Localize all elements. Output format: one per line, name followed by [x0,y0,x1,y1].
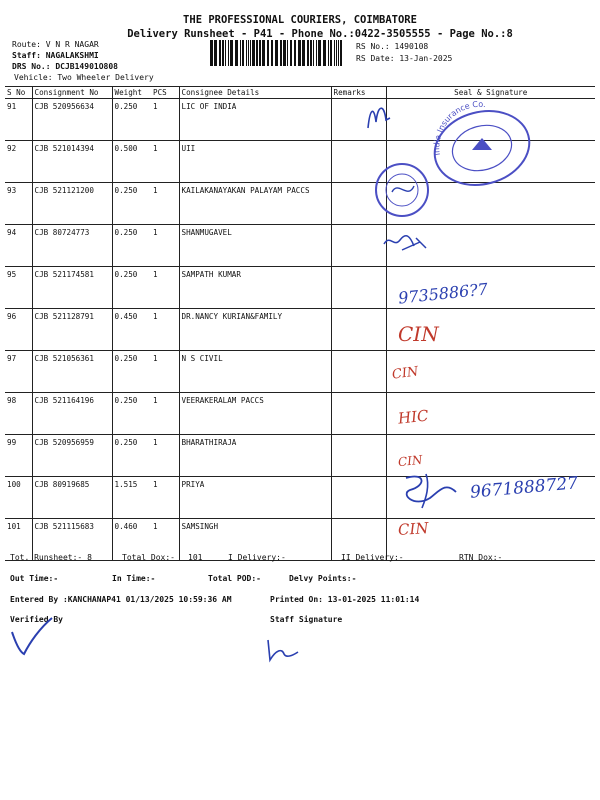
staff-signature-mark [262,636,302,664]
cell-consignment-no: CJB 521056361 [32,351,112,393]
cell-sno: 100 [5,477,32,519]
cell-weight: 0.250 [112,225,151,267]
table-row [5,393,595,435]
ii-delivery-label: II Delivery:- [341,553,404,562]
cell-weight: 0.450 [112,309,151,351]
cell-sno: 101 [5,519,32,561]
total-runsheet: Tot. Runsheet:- 8 [10,553,92,562]
column-header-sno: S No [5,87,32,99]
cell-consignee: SHANMUGAVEL [179,225,331,267]
total-pod-label: Total POD:- [208,574,261,583]
cell-weight: 1.515 [112,477,151,519]
delivery-points-label: Delvy Points:- [289,574,357,583]
cell-sno: 92 [5,141,32,183]
handwritten-mark-98: HIC [397,406,430,428]
column-header-weight: Weight [112,87,151,99]
cell-sno: 97 [5,351,32,393]
cell-consignee: PRIYA [179,477,331,519]
cell-consignee: LIC OF INDIA [179,99,331,141]
table-header-row [5,87,595,99]
handwritten-mark-97: CIN [391,364,420,383]
cell-consignment-no: CJB 521115683 [32,519,112,561]
total-dox-value: 101 [188,553,203,562]
rs-date: RS Date: 13-Jan-2025 [356,54,453,63]
cell-pcs: 1 [151,183,179,225]
cell-weight: 0.250 [112,183,151,225]
cell-consignment-no: CJB 521164196 [32,393,112,435]
cell-sno: 98 [5,393,32,435]
round-seal [368,160,438,220]
table-row [5,267,595,309]
cell-remarks [331,225,386,267]
cell-consignee: VEERAKERALAM PACCS [179,393,331,435]
company-title: THE PROFESSIONAL COURIERS, COIMBATORE [183,14,417,26]
cell-consignment-no: CJB 520956959 [32,435,112,477]
table-row [5,351,595,393]
total-dox-label: Total Dox:- [122,553,175,562]
table-row [5,309,595,351]
handwritten-phone-100: 9671888727 [469,473,579,503]
signature-row-94 [380,228,440,258]
handwritten-phone-95: 9735886?7 [397,279,489,308]
cell-sno: 95 [5,267,32,309]
handwritten-mark-99: CIN [397,452,424,470]
cell-weight: 0.250 [112,267,151,309]
cell-consignment-no: CJB 80919685 [32,477,112,519]
cell-sno: 91 [5,99,32,141]
cell-consignee: BHARATHIRAJA [179,435,331,477]
staff-signature-label: Staff Signature [270,615,343,624]
route-label: Route: V N R NAGAR [12,40,99,49]
i-delivery-label: I Delivery:- [228,553,286,562]
column-header-consignee: Consignee Details [179,87,331,99]
vehicle-label: Vehicle: Two Wheeler Delivery [14,73,154,82]
cell-pcs: 1 [151,99,179,141]
cell-sno: 94 [5,225,32,267]
cell-consignment-no: CJB 521014394 [32,141,112,183]
cell-weight: 0.460 [112,519,151,561]
out-time-label: Out Time:- [10,574,59,583]
cell-remarks [331,477,386,519]
cell-weight: 0.250 [112,435,151,477]
entered-by: Entered By :KANCHANAP41 01/13/2025 10:59:36 AM [10,595,232,604]
stamp-text: India Insurance Co. [432,100,487,157]
cell-weight: 0.250 [112,393,151,435]
signature-row-100 [396,468,460,512]
runsheet-subtitle: Delivery Runsheet - P41 - Phone No.:0422-3505555 - Page No.:8 [127,28,513,40]
column-header-consignment: Consignment No [32,87,112,99]
cell-pcs: 1 [151,309,179,351]
cell-sno: 99 [5,435,32,477]
cell-pcs: 1 [151,351,179,393]
handwritten-mark-101: CIN [397,518,430,540]
cell-consignee: KAILAKANAYAKAN PALAYAM PACCS [179,183,331,225]
cell-pcs: 1 [151,393,179,435]
cell-remarks [331,393,386,435]
cell-sno: 96 [5,309,32,351]
table-row [5,435,595,477]
cell-pcs: 1 [151,519,179,561]
cell-remarks [331,267,386,309]
cell-consignee: N S CIVIL [179,351,331,393]
cell-consignee: UII [179,141,331,183]
column-header-seal-signature: Seal & Signature [386,87,595,99]
column-header-remarks: Remarks [331,87,386,99]
signature-row-91 [360,98,420,138]
cell-consignment-no: CJB 520956634 [32,99,112,141]
cell-consignment-no: CJB 521128791 [32,309,112,351]
cell-consignment-no: CJB 80724773 [32,225,112,267]
cell-pcs: 1 [151,477,179,519]
cell-consignee: DR.NANCY KURIAN&FAMILY [179,309,331,351]
cell-remarks [331,435,386,477]
cell-consignment-no: CJB 521174581 [32,267,112,309]
table-row [5,519,595,561]
cell-consignee: SAMSINGH [179,519,331,561]
column-header-pcs: PCS [151,87,179,99]
verified-tick-mark [6,616,56,660]
cell-remarks [331,309,386,351]
handwritten-mark-96: CIN [398,322,439,346]
table-row [5,225,595,267]
cell-pcs: 1 [151,435,179,477]
cell-pcs: 1 [151,267,179,309]
rtn-dox-label: RTN Dox:- [459,553,503,562]
drs-number: DRS No.: DCJB14901O808 [12,62,118,71]
cell-consignee: SAMPATH KUMAR [179,267,331,309]
cell-consignment-no: CJB 521121200 [32,183,112,225]
printed-on: Printed On: 13-01-2025 11:01:14 [270,595,420,604]
cell-weight: 0.500 [112,141,151,183]
cell-remarks [331,351,386,393]
insurance-stamp [420,100,540,190]
barcode-image [210,40,342,66]
cell-pcs: 1 [151,225,179,267]
rs-number: RS No.: 1490108 [356,42,429,51]
cell-weight: 0.250 [112,351,151,393]
staff-label: Staff: NAGALAKSHMI [12,51,99,60]
cell-weight: 0.250 [112,99,151,141]
in-time-label: In Time:- [112,574,156,583]
verified-by-label: Verified By [10,615,63,624]
cell-pcs: 1 [151,141,179,183]
cell-sno: 93 [5,183,32,225]
